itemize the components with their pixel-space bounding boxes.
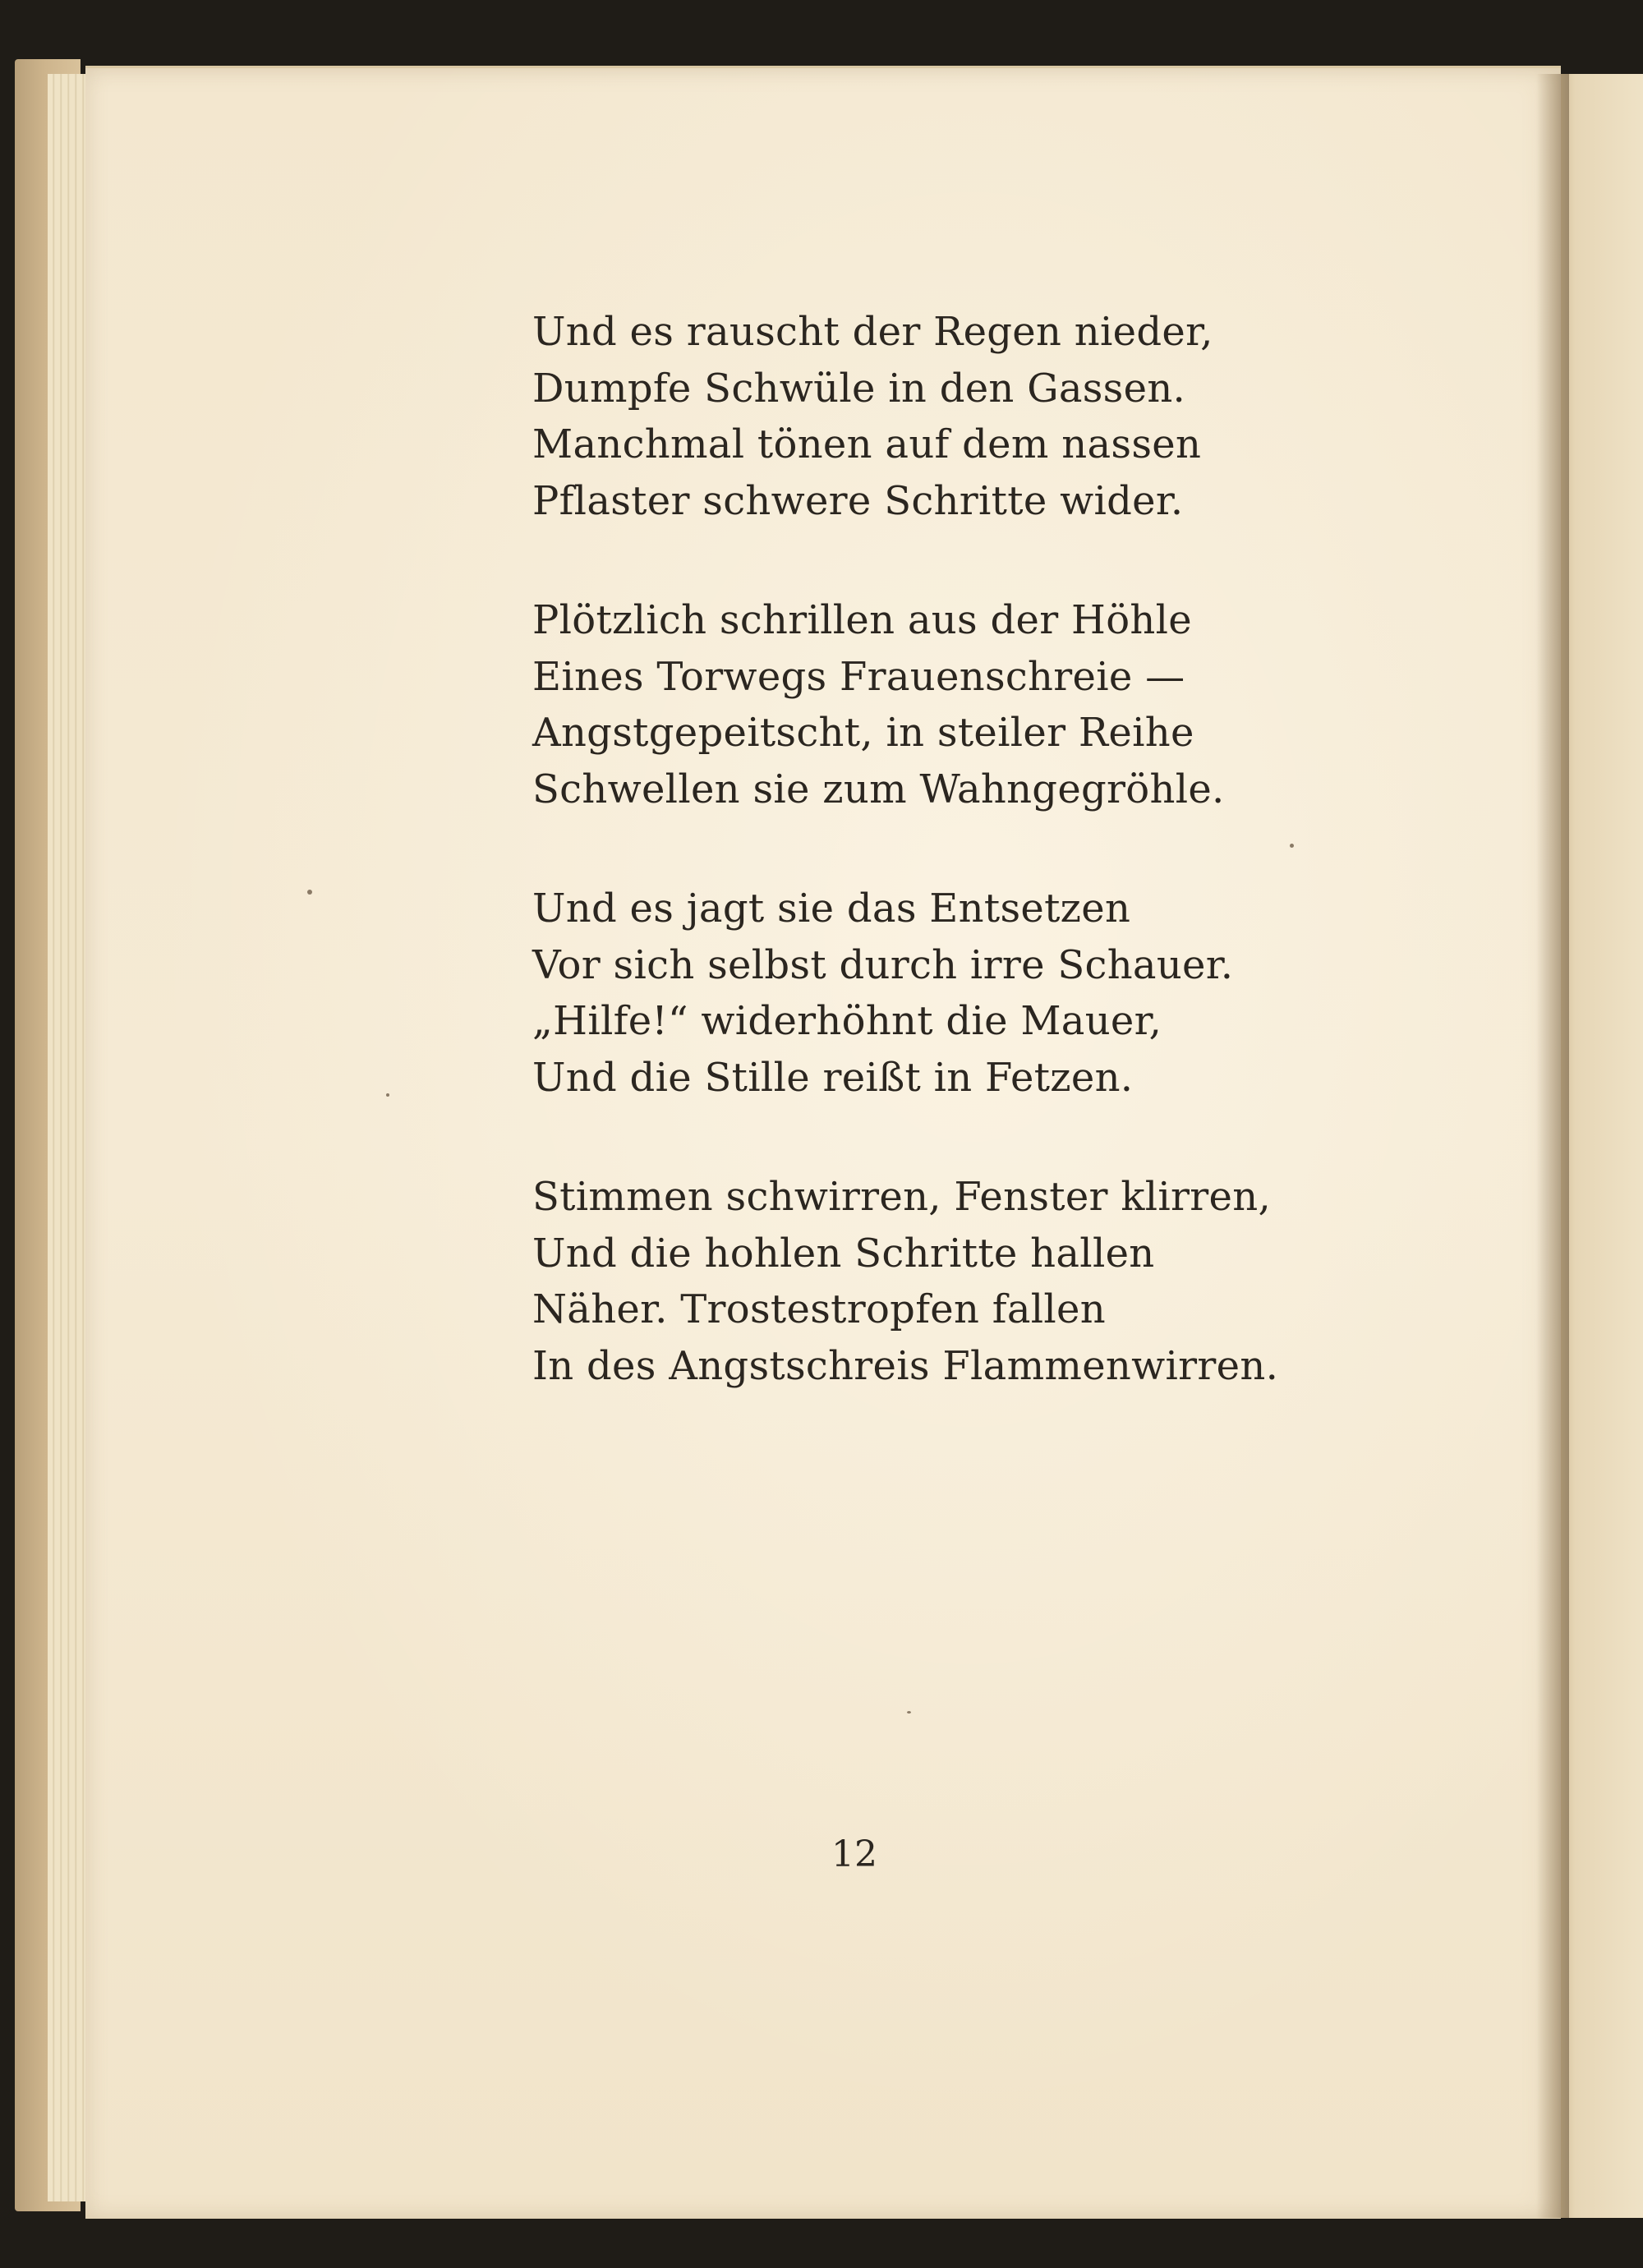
verse-line: Schwellen sie zum Wahngegröhle. bbox=[532, 766, 1225, 812]
verse-line: Dumpfe Schwüle in den Gassen. bbox=[532, 365, 1186, 412]
stanza-3 bbox=[532, 881, 1272, 1106]
verse-line: Näher. Trostestropfen fallen bbox=[532, 1286, 1106, 1332]
verse-line: Und es jagt sie das Entsetzen bbox=[532, 886, 1131, 932]
verse-line: Manchmal tönen auf dem nassen bbox=[532, 421, 1202, 467]
paper-speck bbox=[907, 1711, 911, 1714]
paper-speck bbox=[1290, 844, 1294, 848]
verse-line: In des Angstschreis Flammenwirren. bbox=[532, 1342, 1279, 1389]
verse-line: Angstgepeitscht, in steiler Reihe bbox=[532, 710, 1194, 756]
stanza-1 bbox=[532, 304, 1272, 529]
verse-line: Pflaster schwere Schritte wider. bbox=[532, 477, 1184, 524]
gutter-shadow bbox=[1536, 74, 1569, 2218]
verse-line: Und die Stille reißt in Fetzen. bbox=[532, 1054, 1134, 1101]
page-number: 12 bbox=[831, 1833, 877, 1875]
paper-speck bbox=[307, 890, 312, 895]
verse-line: Plötzlich schrillen aus der Höhle bbox=[532, 597, 1192, 643]
verse-line: Und die hohlen Schritte hallen bbox=[532, 1230, 1155, 1277]
verse-line: Stimmen schwirren, Fenster klirren, bbox=[532, 1174, 1272, 1220]
verse-line: Und es rauscht der Regen nieder, bbox=[532, 309, 1213, 355]
paper-speck bbox=[386, 1093, 389, 1097]
verse-line: Vor sich selbst durch irre Schauer. bbox=[532, 941, 1234, 988]
poem-text bbox=[532, 304, 1279, 1457]
verse-line: „Hilfe!“ widerhöhnt die Mauer, bbox=[532, 998, 1162, 1044]
stanza-2 bbox=[532, 592, 1272, 817]
verse-line: Eines Torwegs Frauenschreie — bbox=[532, 653, 1185, 700]
stanza-4 bbox=[532, 1169, 1279, 1394]
